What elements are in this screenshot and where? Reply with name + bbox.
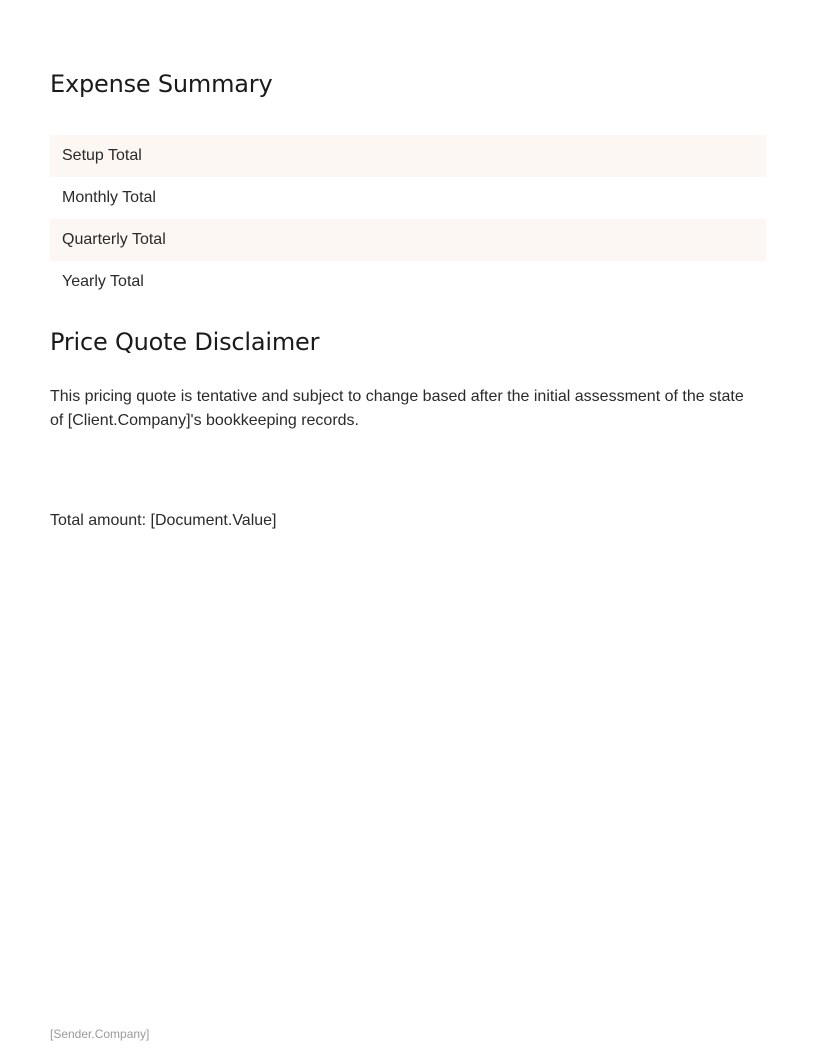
row-label-yearly-total: Yearly Total	[62, 273, 144, 290]
disclaimer-heading: Price Quote Disclaimer	[50, 328, 320, 356]
table-row	[50, 219, 766, 261]
disclaimer-text: This pricing quote is tentative and subject to change based after the initial assessment of the state of [Client.Company]'s bookkeeping records.	[50, 388, 744, 429]
table-row	[50, 177, 766, 219]
row-label-setup-total: Setup Total	[62, 147, 142, 164]
row-label-quarterly-total: Quarterly Total	[62, 231, 166, 248]
expense-summary-heading: Expense Summary	[50, 70, 273, 98]
footer-sender-company: [Sender.Company]	[50, 1027, 150, 1041]
row-label-monthly-total: Monthly Total	[62, 189, 156, 206]
expense-summary-table	[50, 135, 766, 303]
total-amount-text: Total amount: [Document.Value]	[50, 512, 277, 529]
table-row	[50, 261, 766, 303]
table-row	[50, 135, 766, 177]
